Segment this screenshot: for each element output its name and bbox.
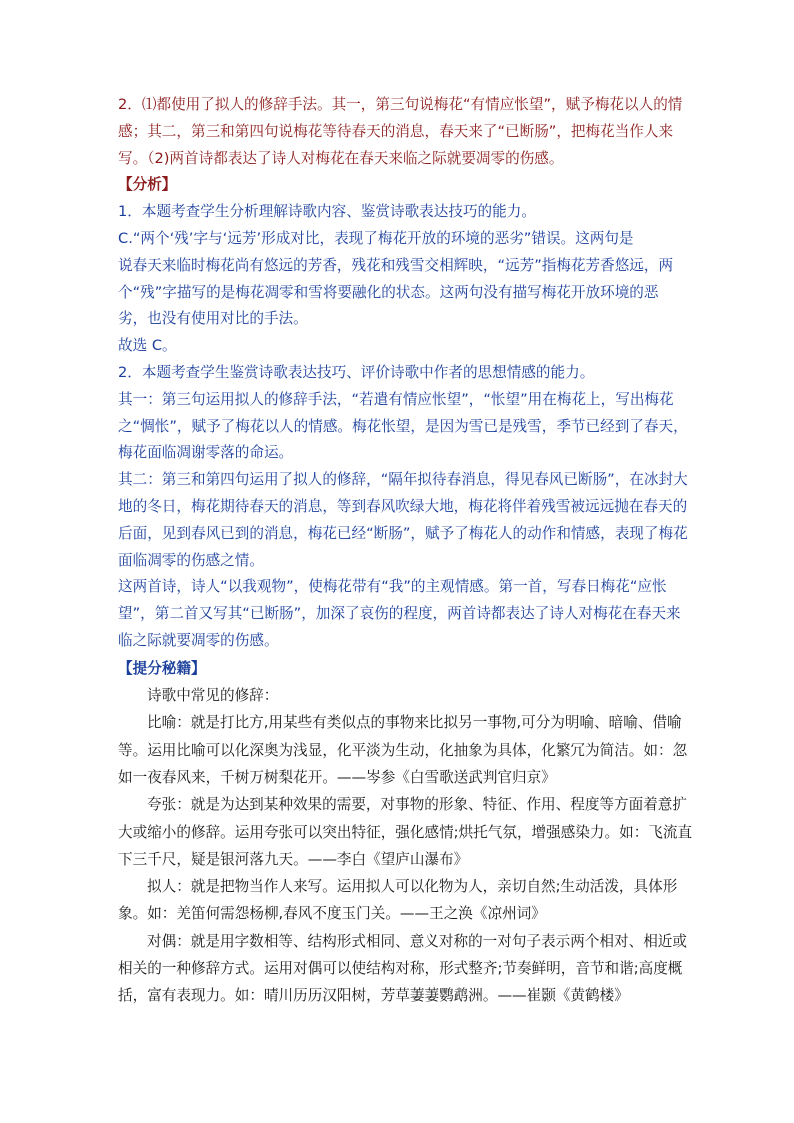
analysis-line: 临之际就要凋零的伤感。 <box>118 631 279 649</box>
analysis-line: 望”，第二首又写其“已断肠”，加深了哀伤的程度，两首诗都表达了诗人对梅花在春天来 <box>118 605 681 623</box>
tips-heading: 【提分秘籍】 <box>118 659 206 677</box>
tips-section <box>118 655 693 1010</box>
analysis-line: 故选 C。 <box>118 337 177 355</box>
answer-line-2: 感；其二，第三和第四句说梅花等待春天的消息，春天来了“已断肠”，把梅花当作人来 <box>118 122 674 140</box>
analysis-section <box>118 172 688 654</box>
tip-paragraph-line: 等。运用比喻可以化深奥为浅显，化平淡为生动，化抽象为具体，化繁冗为简洁。如：忽 <box>118 741 688 759</box>
tips-intro: 诗歌中常见的修辞： <box>147 687 279 705</box>
analysis-line: 地的冬日，梅花期待春天的消息，等到春风吹绿大地，梅花将伴着残雪被远远抛在春天的 <box>118 497 688 515</box>
document-page <box>118 92 693 1010</box>
tip-paragraph-first-line: 夸张：就是为达到某种效果的需要，对事物的形象、特征、作用、程度等方面着意扩 <box>147 796 687 814</box>
tip-paragraph-line: 如一夜春风来，千树万树梨花开。——岑参《白雪歌送武判官归京》 <box>118 768 556 786</box>
analysis-line: 面临凋零的伤感之情。 <box>118 551 264 569</box>
tip-paragraph-line: 下三千尺，疑是银河落九天。——李白《望庐山瀑布》 <box>118 850 469 868</box>
answer-section <box>118 92 683 172</box>
analysis-line: 这两首诗，诗人“以我观物”，使梅花带有“我”的主观情感。第一首，写春日梅花“应怅 <box>118 578 667 596</box>
analysis-line: 个“残”字描写的是梅花凋零和雪将要融化的状态。这两句没有描写梅花开放环境的恶 <box>118 283 659 301</box>
analysis-line: 2．本题考查学生鉴赏诗歌表达技巧、评价诗歌中作者的思想情感的能力。 <box>118 363 595 381</box>
tip-paragraph-line: 象。如：羌笛何需怨杨柳,春风不度玉门关。——王之涣《凉州词》 <box>118 905 546 923</box>
analysis-line: 之“惆怅”，赋予了梅花以人的情感。梅花怅望，是因为雪已是残雪，季节已经到了春天， <box>118 417 688 435</box>
answer-line-3: 写。（2)两首诗都表达了诗人对梅花在春天来临之际就要凋零的伤感。 <box>118 149 564 167</box>
tip-paragraph-first-line: 比喻：就是打比方,用某些有类似点的事物来比拟另一事物,可分为明喻、暗喻、借喻 <box>147 714 682 732</box>
analysis-line: 后面，见到春风已到的消息，梅花已经“断肠”，赋予了梅花人的动作和情感，表现了梅花 <box>118 524 688 542</box>
analysis-line: C.“两个‘残’字与‘远芳’形成对比，表现了梅花开放的环境的恶劣”错误。这两句是 <box>118 229 634 247</box>
tip-paragraph-first-line: 对偶：就是用字数相等、结构形式相同、意义对称的一对句子表示两个相对、相近或 <box>147 932 687 950</box>
analysis-line: 其一：第三句运用拟人的修辞手法，“若遣有情应怅望”，“怅望”用在梅花上，写出梅花 <box>118 390 674 408</box>
tip-paragraph-line: 括，富有表现力。如：晴川历历汉阳树，芳草萋萋鹦鹉洲。——崔颢《黄鹤楼》 <box>118 987 629 1005</box>
answer-line-1: 2．⑴都使用了拟人的修辞手法。其一，第三句说梅花“有情应怅望”，赋予梅花以人的情 <box>118 96 683 113</box>
analysis-heading: 【分析】 <box>118 176 177 194</box>
analysis-line: 其二：第三和第四句运用了拟人的修辞，“隔年拟待春消息，得见春风已断肠”，在冰封大 <box>118 471 688 489</box>
tip-paragraph-first-line: 拟人：就是把物当作人来写。运用拟人可以化物为人，亲切自然;生动活泼，具体形 <box>147 878 678 896</box>
analysis-line: 1．本题考查学生分析理解诗歌内容、鉴赏诗歌表达技巧的能力。 <box>118 203 536 221</box>
tip-paragraph-line: 大或缩小的修辞。运用夸张可以突出特征，强化感情;烘托气氛，增强感染力。如：飞流直 <box>118 823 693 841</box>
analysis-line: 说春天来临时梅花尚有悠远的芳香，残花和残雪交相辉映，“远芳”指梅花芳香悠远，两 <box>118 256 674 274</box>
tip-paragraph-line: 相关的一种修辞方式。运用对偶可以使结构对称，形式整齐;节奏鲜明，音节和谐;高度概 <box>118 960 683 977</box>
analysis-line: 劣，也没有使用对比的手法。 <box>118 310 308 328</box>
analysis-line: 梅花面临凋谢零落的命运。 <box>118 444 294 462</box>
